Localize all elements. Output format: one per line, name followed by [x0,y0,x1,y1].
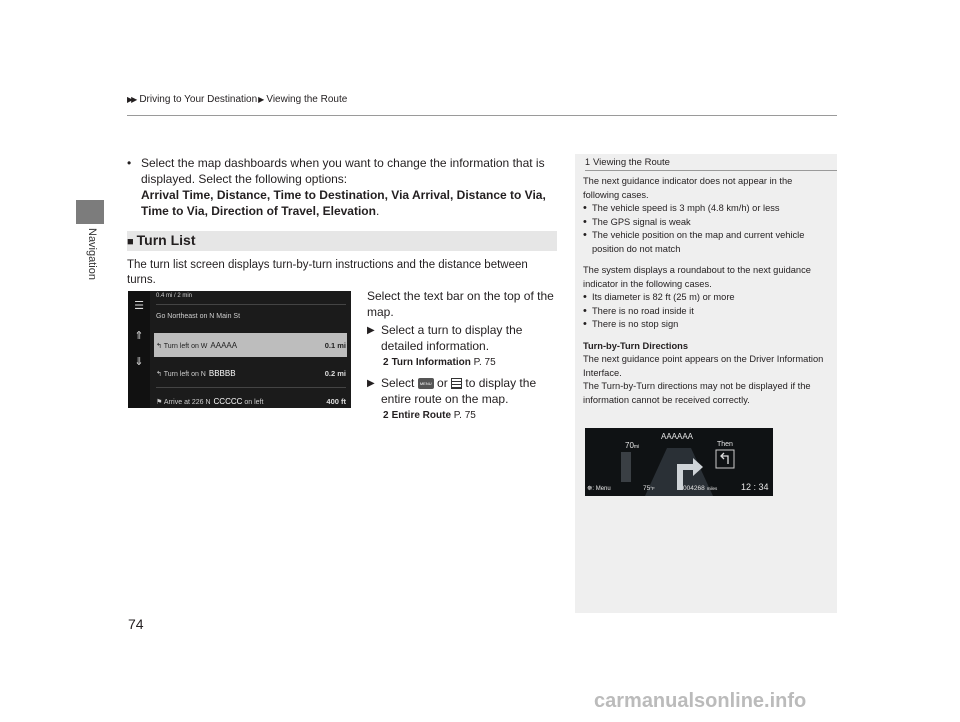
intro-bullet [127,155,557,219]
intro-text: Select the map dashboards when you want to change the information that is displayed. Select the following options: [141,156,545,186]
note-bullet: • Its diameter is 82 ft (25 m) or more [583,291,829,305]
section-tab [76,200,104,224]
list-menu-icon[interactable]: ☰ [134,300,144,312]
turn-row-3[interactable] [156,369,346,378]
dash-clock: 12 : 34 [741,482,769,492]
note-bullet: • There is no stop sign [583,318,829,332]
dash-then: Then [717,441,733,448]
step-arrow-icon: ▶ [367,378,375,389]
turn-row-2-distance: 0.1 mi [324,341,346,350]
turn-row-2-text: Turn left on W [163,343,208,350]
turn-left-icon: ↰ [156,371,162,378]
side-label: Navigation [86,228,98,280]
turn-list-description: The turn list screen displays turn-by-turn instructions and the distance between turns. [127,259,528,286]
breadcrumb-arrows-icon: ▶▶ [127,95,136,104]
breadcrumb-arrow-icon: ▶ [258,95,263,104]
turn-row-4-street: CCCCC [213,397,243,406]
step-1-reference[interactable] [367,355,562,371]
turn-row-1[interactable]: Go Northeast on N Main St [156,313,241,320]
note-paragraph: The Turn-by-Turn directions may not be displayed if the information cannot be received correctly. [583,381,811,405]
note-paragraph: The next guidance indicator does not appear in the following cases. [583,176,793,200]
turn-row-2-street: AAAAA [210,341,238,350]
side-note-body [583,175,829,407]
scroll-down-icon[interactable]: ⇓ [134,356,144,368]
screen-top-bar[interactable]: 0.4 mi / 2 min [156,293,193,299]
menu-button-icon: MENU [418,378,434,389]
dash-menu [587,485,611,492]
breadcrumb-current: Viewing the Route [266,94,348,105]
reference-icon: 2 [383,410,389,421]
instruction-steps [367,288,562,424]
screen-divider [156,304,346,305]
turn-row-3-text: Turn left on N [163,371,206,378]
section-marker-icon: ■ [127,236,134,248]
dash-odometer-unit: miles [706,486,718,491]
step-2-or: or [437,376,448,390]
screen-side-rail [128,291,150,408]
note-marker-icon: 1 [585,157,591,167]
note-bullet: • The vehicle position on the map and current vehicle position do not match [583,229,829,256]
reference-page: P. 75 [473,357,496,368]
dash-distance-value: 70 [625,441,634,450]
note-paragraph: The next guidance point appears on the Driver Information Interface. [583,354,824,378]
dash-temp-value: 75 [643,485,651,492]
turn-row-2[interactable] [156,341,346,350]
reference-icon: 2 [383,357,389,368]
dash-temp-unit: °F [650,486,655,491]
step-2-reference[interactable] [367,408,562,424]
turn-row-4[interactable] [156,397,346,406]
note-subheading: Turn-by-Turn Directions [583,340,689,351]
menu-wheel-icon: ☸ [587,486,593,492]
reference-title[interactable]: Entire Route [391,410,452,421]
reference-page: P. 75 [453,410,476,421]
turn-row-4-distance: 400 ft [326,397,346,406]
turn-row-3-distance: 0.2 mi [324,369,346,378]
dash-distance [625,441,639,450]
breadcrumb [127,94,347,105]
section-title [127,232,196,248]
step-2-text-b: to display the entire route on the map. [381,376,537,406]
bullet-icon: • [127,156,132,170]
note-rule [585,170,837,171]
dash-distance-unit: mi [633,444,640,450]
dash-street: AAAAAA [661,432,694,441]
scroll-up-icon[interactable]: ⇑ [134,330,144,342]
note-title: Viewing the Route [593,157,670,168]
turn-row-4-text: Arrive at 226 N [163,399,211,406]
dash-menu-text: : Menu [592,486,611,492]
step-1-text: Select a turn to display the detailed information. [381,323,523,353]
watermark: carmanualsonline.info [594,690,807,712]
turn-left-icon: ↰ [156,343,162,350]
breadcrumb-link-driving[interactable]: Driving to Your Destination [139,94,258,105]
list-button-icon [451,378,462,389]
header-rule [127,115,837,116]
dash-odometer-value: 004268 [683,485,705,492]
step-2-text-a: Select [381,376,415,390]
turn-list-screen [128,291,351,408]
turn-row-4-suffix: on left [244,399,264,406]
note-bullet: • There is no road inside it [583,305,829,319]
driver-info-display [585,428,773,496]
step-1 [367,322,562,354]
step-intro: Select the text bar on the top of the map. [367,289,554,319]
turn-row-3-street: BBBBB [208,369,236,378]
intro-period: . [375,204,380,218]
dash-temp [643,485,655,492]
note-bullet: • The vehicle speed is 3 mph (4.8 km/h) or less [583,202,829,216]
reference-title[interactable]: Turn Information [391,357,471,368]
step-2 [367,375,562,407]
note-paragraph: The system displays a roundabout to the next guidance indicator in the following cases. [583,265,811,289]
page-number: 74 [128,616,144,632]
dash-odometer [683,485,717,492]
screen-divider [156,387,346,388]
intro-options: Arrival Time, Distance, Time to Destination, Via Arrival, Distance to Via, Time to Via, Direction of Travel, Elevation [141,188,546,218]
section-title-text: Turn List [136,232,196,248]
destination-flag-icon: ⚑ [156,399,163,406]
side-note-header [585,157,670,168]
step-arrow-icon: ▶ [367,325,375,336]
note-bullet: • The GPS signal is weak [583,216,829,230]
